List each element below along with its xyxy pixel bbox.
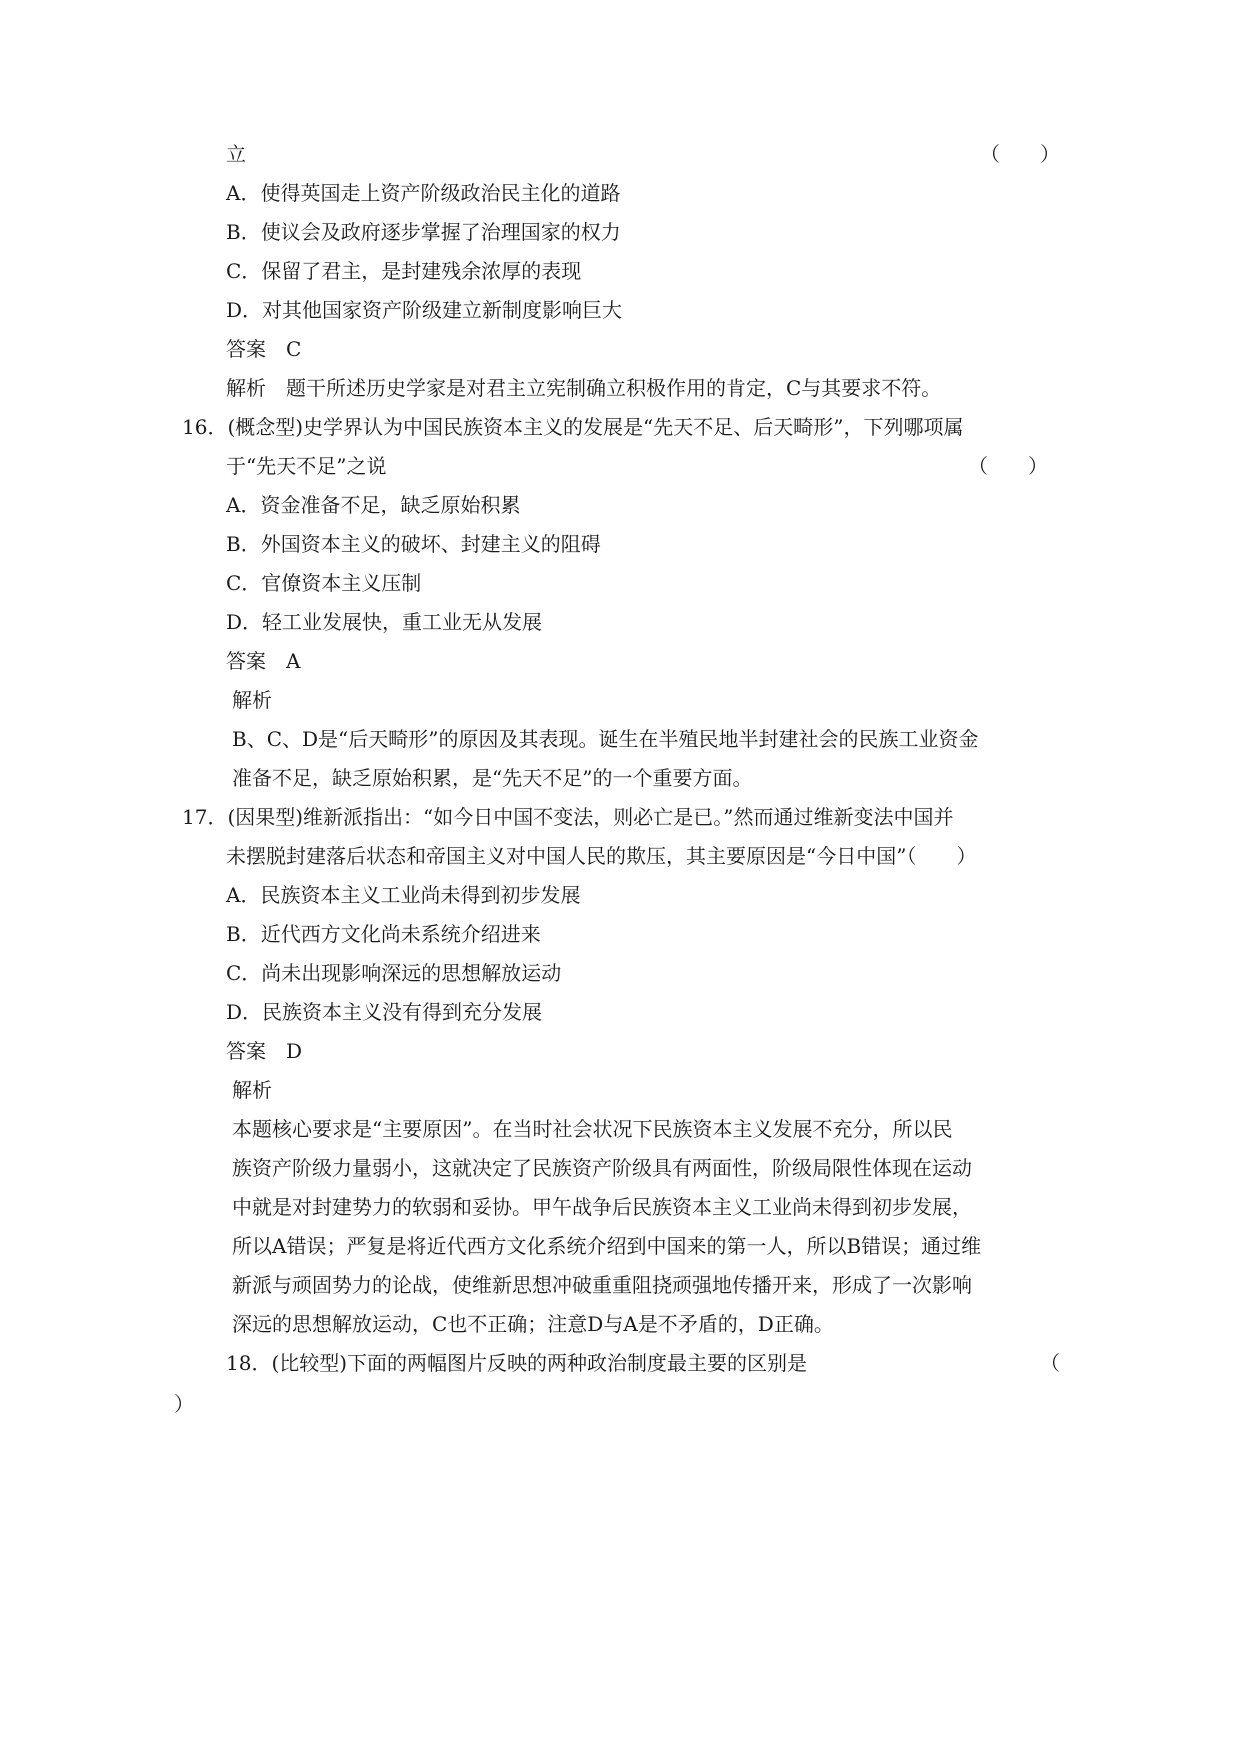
q18-stem: 18．(比较型)下面的两幅图片反映的两种政治制度最主要的区别是: [226, 1351, 808, 1375]
q16-stem-line2: 于“先天不足”之说: [226, 454, 387, 478]
q15-answer: 答案 C: [226, 337, 302, 361]
q17-option-c: C．尚未出现影响深远的思想解放运动: [226, 961, 562, 985]
q15-option-a: A．使得英国走上资产阶级政治民主化的道路: [226, 181, 621, 205]
q17-analysis-line4: 所以A错误；严复是将近代西方文化系统介绍到中国来的第一人，所以B错误；通过维: [232, 1234, 982, 1258]
q17-analysis-line3: 中就是对封建势力的软弱和妥协。甲午战争后民族资本主义工业尚未得到初步发展，: [232, 1195, 972, 1219]
q16-analysis-line1: B、C、D是“后天畸形”的原因及其表现。诞生在半殖民地半封建社会的民族工业资金: [232, 727, 979, 751]
q17-analysis-line6: 深远的思想解放运动，C也不正确；注意D与A是不矛盾的，D正确。: [232, 1312, 834, 1336]
q15-option-b: B．使议会及政府逐步掌握了治理国家的权力: [226, 220, 621, 244]
q16-option-a: A．资金准备不足，缺乏原始积累: [226, 493, 521, 517]
q17-stem-line1: 17．(因果型)维新派指出：“如今日中国不变法，则必亡是已。”然而通过维新变法中国并: [182, 805, 954, 829]
q16-stem-line1: 16．(概念型)史学界认为中国民族资本主义的发展是“先天不足、后天畸形”，下列哪项属: [182, 415, 964, 439]
q16-answer: 答案 A: [226, 649, 301, 673]
q17-analysis-line5: 新派与顽固势力的论战，使维新思想冲破重重阻挠顽强地传播开来，形成了一次影响: [232, 1273, 972, 1297]
q16-answer-paren: （ ）: [968, 454, 1048, 478]
q16-option-b: B．外国资本主义的破坏、封建主义的阻碍: [226, 532, 601, 556]
q15-analysis: 解析 题干所述历史学家是对君主立宪制确立积极作用的肯定，C与其要求不符。: [226, 376, 942, 400]
q16-analysis-label: 解析: [232, 688, 272, 712]
q17-option-b: B．近代西方文化尚未系统介绍进来: [226, 922, 541, 946]
q15-stem-tail: 立: [226, 142, 246, 166]
q17-stem-line2: 未摆脱封建落后状态和帝国主义对中国人民的欺压，其主要原因是“今日中国”（ ）: [226, 844, 977, 868]
q16-analysis-line2: 准备不足，缺乏原始积累，是“先天不足”的一个重要方面。: [232, 766, 753, 790]
q18-paren-close: ）: [174, 1392, 194, 1416]
q16-option-c: C．官僚资本主义压制: [226, 571, 422, 595]
q16-option-d: D．轻工业发展快，重工业无从发展: [226, 610, 543, 634]
q17-analysis-line2: 族资产阶级力量弱小，这就决定了民族资产阶级具有两面性，阶级局限性体现在运动: [232, 1156, 972, 1180]
q17-option-d: D．民族资本主义没有得到充分发展: [226, 1000, 543, 1024]
q17-analysis-line1: 本题核心要求是“主要原因”。在当时社会状况下民族资本主义发展不充分，所以民: [232, 1117, 953, 1141]
q15-answer-paren: （ ）: [980, 142, 1060, 166]
q17-analysis-label: 解析: [232, 1078, 272, 1102]
q18-paren-open: （: [1040, 1351, 1060, 1375]
q15-option-c: C．保留了君主，是封建残余浓厚的表现: [226, 259, 582, 283]
q15-option-d: D．对其他国家资产阶级建立新制度影响巨大: [226, 298, 623, 322]
q17-option-a: A．民族资本主义工业尚未得到初步发展: [226, 883, 581, 907]
q17-answer: 答案 D: [226, 1039, 303, 1063]
